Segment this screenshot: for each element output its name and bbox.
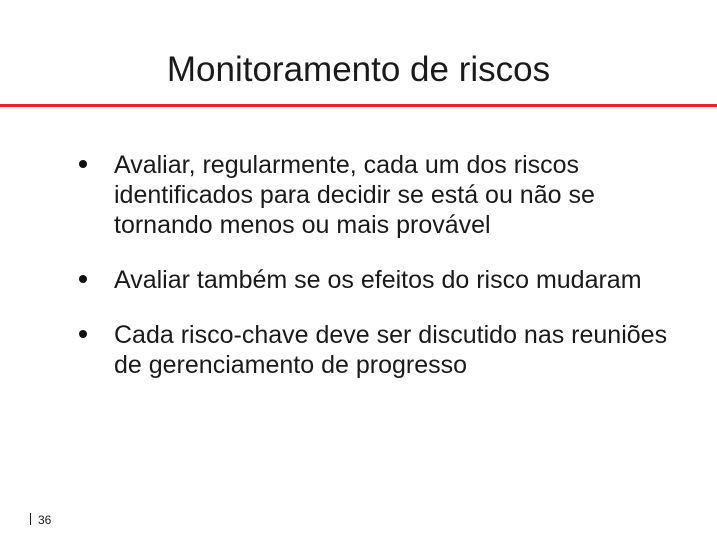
bullet-text: Cada risco-chave deve ser discutido nas reuniões de gerenciamento de progresso <box>114 321 668 379</box>
bullet-item <box>79 265 679 295</box>
bullet-text: Avaliar também se os efeitos do risco mudaram <box>114 266 642 294</box>
title-divider <box>0 104 717 107</box>
slide-footer <box>30 512 51 528</box>
bullet-dot-icon <box>79 330 87 338</box>
footer-separator <box>30 513 31 525</box>
bullet-item <box>79 320 679 380</box>
slide-title: Monitoramento de riscos <box>166 50 551 89</box>
page-number: 36 <box>38 513 52 527</box>
bullet-text: Avaliar, regularmente, cada um dos riscos identificados para decidir se está ou não se tornando menos ou mais provável <box>114 151 595 239</box>
bullet-list <box>79 150 679 380</box>
bullet-item <box>79 150 679 240</box>
bullet-dot-icon <box>79 160 87 168</box>
bullet-dot-icon <box>79 275 87 283</box>
